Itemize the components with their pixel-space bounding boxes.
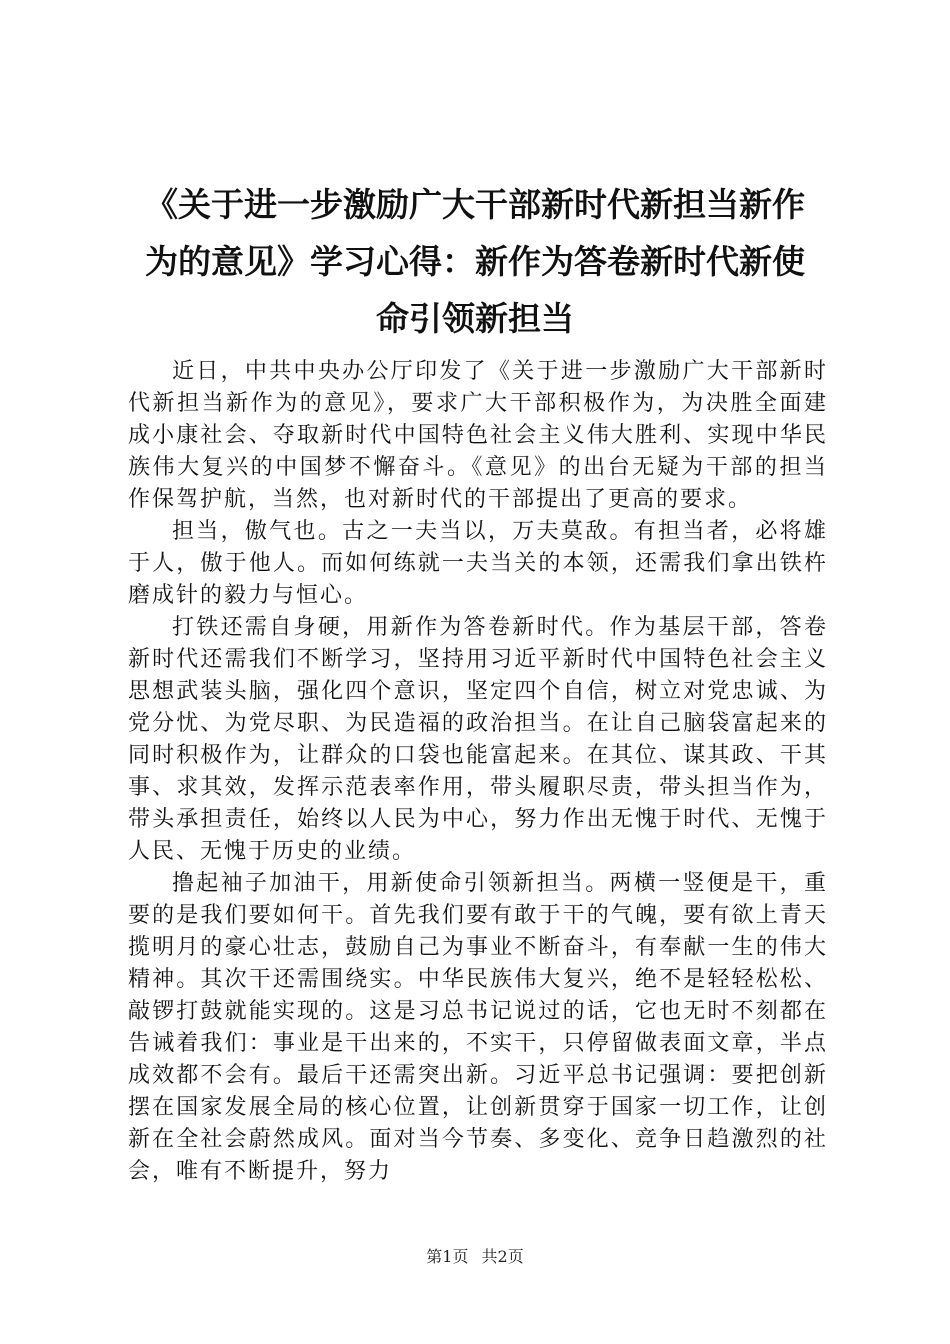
paragraph-3: 打铁还需自身硬，用新作为答卷新时代。作为基层干部，答卷新时代还需我们不断学习，坚持用习近平新时代中国特色社会主义思想武装头脑，强化四个意识，坚定四个自信，树立对党忠诚、为党分忧、为党尽职、为民造福的政治担当。在让自己脑袋富起来的同时积极作为，让群众的口袋也能富起来。在其位、谋其政、干其事、求其效，发挥示范表率作用，带头履职尽责，带头担当作为，带头承担责任，始终以人民为中心，努力作出无愧于时代、无愧于人民、无愧于历史的业绩。	[128, 615, 828, 864]
title-line-2: 为的意见》学习心得：新作为答卷新时代新使	[145, 242, 805, 281]
paragraph-1: 近日，中共中央办公厅印发了《关于进一步激励广大干部新时代新担当新作为的意见》，要求广大干部积极作为，为决胜全面建成小康社会、夺取新时代中国特色社会主义伟大胜利、实现中华民族伟大复兴的中国梦不懈奋斗。《意见》的出台无疑为干部的担当作保驾护航，当然，也对新时代的干部提出了更高的要求。	[128, 359, 828, 512]
document-title	[120, 176, 830, 347]
paragraph-2: 担当，傲气也。古之一夫当以，万夫莫敌。有担当者，必将雄于人，傲于他人。而如何练就一夫当关的本领，还需我们拿出铁杵磨成针的毅力与恒心。	[128, 519, 828, 608]
title-line-1: 《关于进一步激励广大干部新时代新担当新作	[145, 185, 805, 224]
title-line-3: 命引领新担当	[376, 299, 574, 338]
paragraph-4: 撸起袖子加油干，用新使命引领新担当。两横一竖便是干，重要的是我们要如何干。首先我们要有敢于干的气魄，要有欲上青天揽明月的豪心壮志，鼓励自己为事业不断奋斗，有奉献一生的伟大精神。其次干还需围绕实。中华民族伟大复兴，绝不是轻轻松松、敲锣打鼓就能实现的。这是习总书记说过的话，它也无时不刻都在告诫着我们：事业是干出来的，不实干，只停留做表面文章，半点成效都不会有。最后干还需突出新。习近平总书记强调：要把创新摆在国家发展全局的核心位置，让创新贯穿于国家一切工作，让创新在全社会蔚然成风。面对当今节奏、多变化、竞争日趋激烈的社会，唯有不断提升，努力	[128, 871, 828, 1184]
page-number-total: 共2页	[481, 1247, 524, 1266]
page-number-current: 第1页	[426, 1247, 469, 1266]
page-footer	[0, 1244, 950, 1267]
document-body	[128, 356, 828, 1188]
